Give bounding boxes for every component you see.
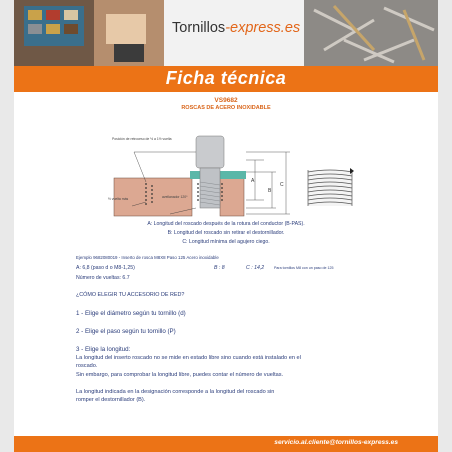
guide-step-2: 2 - Elige el paso según tu tornillo (P) [76, 328, 176, 335]
product-subtitle: ROSCAS DE ACERO INOXIDABLE [181, 105, 271, 111]
guide-paragraph-2-line-2: romper el destornillador (B). [76, 397, 146, 404]
title-bar [14, 66, 438, 92]
logo-main: Tornillos [172, 20, 226, 36]
guide-paragraph-1-line-2: roscado. [76, 363, 98, 370]
product-code: VS9682 [214, 97, 238, 104]
guide-paragraph-1-line-3: Sin embargo, para comprobar la longitud libre, puedes contar el número de vueltas. [76, 371, 284, 378]
definition-a: A: Longitud del roscado después de la rotura del conductor (B-PAS). [147, 221, 305, 227]
diagram-label-top: Posición de retroceso de ½ a 1½ vuelta [112, 137, 172, 141]
helical-insert-drawing [308, 168, 354, 206]
workpiece-right [220, 178, 244, 216]
bolt-shank [200, 168, 220, 208]
definition-c: C: Longitud mínima del agujero ciego. [182, 239, 270, 245]
logo-accent: -express.es [225, 20, 301, 36]
example-c: C : 14,2 [246, 265, 265, 271]
guide-question: ¿CÓMO ELEGIR TU ACCESORIO DE RED? [76, 292, 185, 298]
guide-step-1: 1 - Elige el diámetro según tu tornillo (d) [76, 310, 186, 317]
footer-bar [14, 436, 438, 452]
bolt-head [196, 136, 224, 168]
dimension-b-label: B [268, 188, 272, 194]
header-banner [14, 0, 438, 66]
guide-paragraph-2 [76, 388, 376, 405]
example-line: Ejemplo 9682080019 - Inserto de rosca M8X8 Paso 125 Acero inoxidable [76, 255, 219, 260]
diagram-label-bottom-right: avellanador 120º [162, 195, 188, 199]
thread-insert-diagram [14, 128, 438, 218]
dimension-a-label: A [251, 178, 255, 184]
page-title: Ficha técnica [165, 68, 287, 88]
brand-logo [172, 20, 301, 42]
datasheet-page [14, 0, 438, 452]
guide-paragraph-1-line-1: La longitud del inserto roscado no se mide en estado libre sino cuando está instalado en el [76, 355, 301, 361]
example-a: A: 6,8 (paso d o M8-1,25) [76, 265, 135, 271]
example-b: B : 8 [214, 265, 225, 271]
dimension-definitions [14, 220, 438, 247]
example-note: Para tornillos M8 con un paso de 125 [274, 266, 334, 270]
diagram-label-bottom-left: ½ vuelta más [108, 197, 129, 201]
example-dimensions [76, 265, 406, 275]
example-turns: Número de vueltas: 6.7 [76, 275, 130, 281]
guide-paragraph-1 [76, 354, 376, 379]
footer-email-link[interactable]: servicio.al.cliente@tornillos-express.es [274, 439, 398, 446]
definition-b: B: Longitud del roscado sin retirar el destornillador. [167, 230, 285, 236]
guide-paragraph-2-line-1: La longitud indicada en la designación corresponde a la longitud del roscado sin [76, 389, 275, 395]
guide-step-3: 3 - Elige la longitud: [76, 346, 131, 353]
dimension-c-label: C [280, 182, 284, 188]
